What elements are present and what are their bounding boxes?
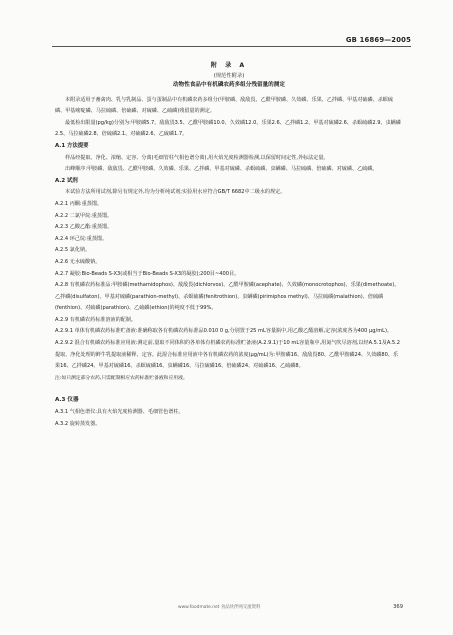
list-item: A.2.9.2 混合有机磷农药标准应用液:测定前,量取不同体积的各单体有机磷农药标准贮备液(A.2.9.1)于10 mL容量瓶中,用氮气吹尽溶剂,以经A.5.1及A.5.2提取、净化处理的鲜牛乳提取液稀释、定容。此混合标准应用液中各有机磷农药的浓度(μg/mL)为:甲胺磷16、敌敌畏80、乙酰甲胺磷24、久效磷80、乐果16、乙拌磷24、甲基对硫磷16、杀螟硫磷16、虫螨磷16、马拉硫磷16、倍硫磷24、对硫磷16、乙硫磷8。 — [55, 340, 400, 370]
header-rule — [52, 46, 411, 47]
list-item: A.3.2 旋转蒸发器。 — [55, 420, 101, 427]
page-number: 369 — [393, 604, 403, 610]
list-item: A.2.7 凝胶:Bio-Beads S-X3(或相当于Bio-Beads S-X3的凝胶);200目~400目。 — [55, 270, 240, 277]
list-item: A.2.5 氯化钠。 — [55, 247, 91, 254]
paragraph: 本试验方法所用试剂,除另有规定外,均为分析纯试剂;实验用水应符合GB/T 6682中二级水的规定。 — [65, 189, 286, 196]
document-body — [55, 60, 403, 430]
list-item: A.2.3 乙酸乙酯:重蒸馏。 — [55, 224, 113, 231]
list-item: A.2.6 无水硫酸钠。 — [55, 258, 101, 265]
list-item: A.2.9 有机磷农药标准溶液的配制。 — [55, 316, 136, 323]
list-item: A.2.1 丙酮:重蒸馏。 — [55, 200, 103, 207]
list-item: A.2.8 有机磷农药标准品:甲胺磷(methamidophos)、敌敌畏(dichlorvos)、乙酰甲胺磷(acephate)、久效磷(monocrotophos)、乐果(dimethoate)、乙拌磷(disulfaton)、甲基对硫磷(parathion-methyl)、杀螟硫磷(fenitrothion)、虫螨磷(pirimiphos methyl)、马拉硫磷(malathion)、倍硫磷(fenthion)、对硫磷(parathion)、乙硫磷(ethion)的纯度不低于99%。 — [55, 282, 400, 312]
standard-number: GB 16869—2005 — [345, 36, 411, 44]
section-heading: A.3 仪器 — [55, 397, 79, 404]
watermark-text: www.foodmate.net 食品伙伴网交流资料 — [178, 605, 261, 610]
paragraph: 最低检出限量(pg/kg)分别为:甲胺磷5.7、敌敌畏3.5、乙酰甲胺磷10.0、久效磷12.0、乐果2.6、乙拌磷1.2、甲基对硫磷2.6、杀螟硫磷2.9、虫螨磷2.5、马拉硫磷2.8、倍硫磷2.1、对硫磷2.6、乙硫磷1.7。 — [55, 119, 401, 138]
appendix-title: 附 录 A — [210, 62, 248, 69]
note: 注:如只测定部分农药,只需配制相应农药标准贮备液和应用液。 — [55, 375, 188, 381]
list-item: A.3.1 气相色谱仪:具有火焰光度检测器、毛细管色谱柱。 — [55, 409, 184, 416]
appendix-subtitle: 动物性食品中有机磷农药多组分残留量的测定 — [173, 82, 285, 89]
list-item: A.2.4 环己烷:重蒸馏。 — [55, 235, 108, 242]
section-heading: A.2 试剂 — [55, 177, 78, 184]
paragraph: 出峰顺序:甲胺磷、敌敌畏、乙酰甲胺磷、久效磷、乐果、乙拌磷、甲基对硫磷、杀螟硫磷、虫螨磷、马拉硫磷、倍硫磷、对硫磷、乙硫磷。 — [65, 166, 378, 173]
page-footer — [0, 604, 453, 614]
section-heading: A.1 方法提要 — [55, 142, 89, 149]
paragraph: 样品经提取、净化、浓缩、定容、分离(毛细管柱气相色谱分离),用火焰光度检测器检测,以保留时间定性,外标法定量。 — [65, 154, 329, 161]
paragraph: 本附录适用于畜禽肉、乳与乳制品、蛋与蛋制品中有机磷农药多组分(甲胺磷、敌敌畏、乙酰甲胺磷、久效磷、乐果、乙拌磷、甲基对硫磷、杀螟硫磷、甲基嘧啶磷、马拉硫磷、倍硫磷、对硫磷、乙硫磷)残留量的测定。 — [55, 96, 393, 115]
appendix-type: (规范性附录) — [213, 72, 245, 79]
spacer — [55, 384, 403, 390]
list-item: A.2.9.1 单体有机磷农药标准贮备液:准确称取各有机磷农药标准品0.010 0 g,分别置于25 mL容量瓶中,用乙酸乙酯溶解,定容(浓度各为400 μg/mL)。 — [55, 328, 393, 335]
list-item: A.2.2 二氯甲烷:重蒸馏。 — [55, 212, 113, 219]
